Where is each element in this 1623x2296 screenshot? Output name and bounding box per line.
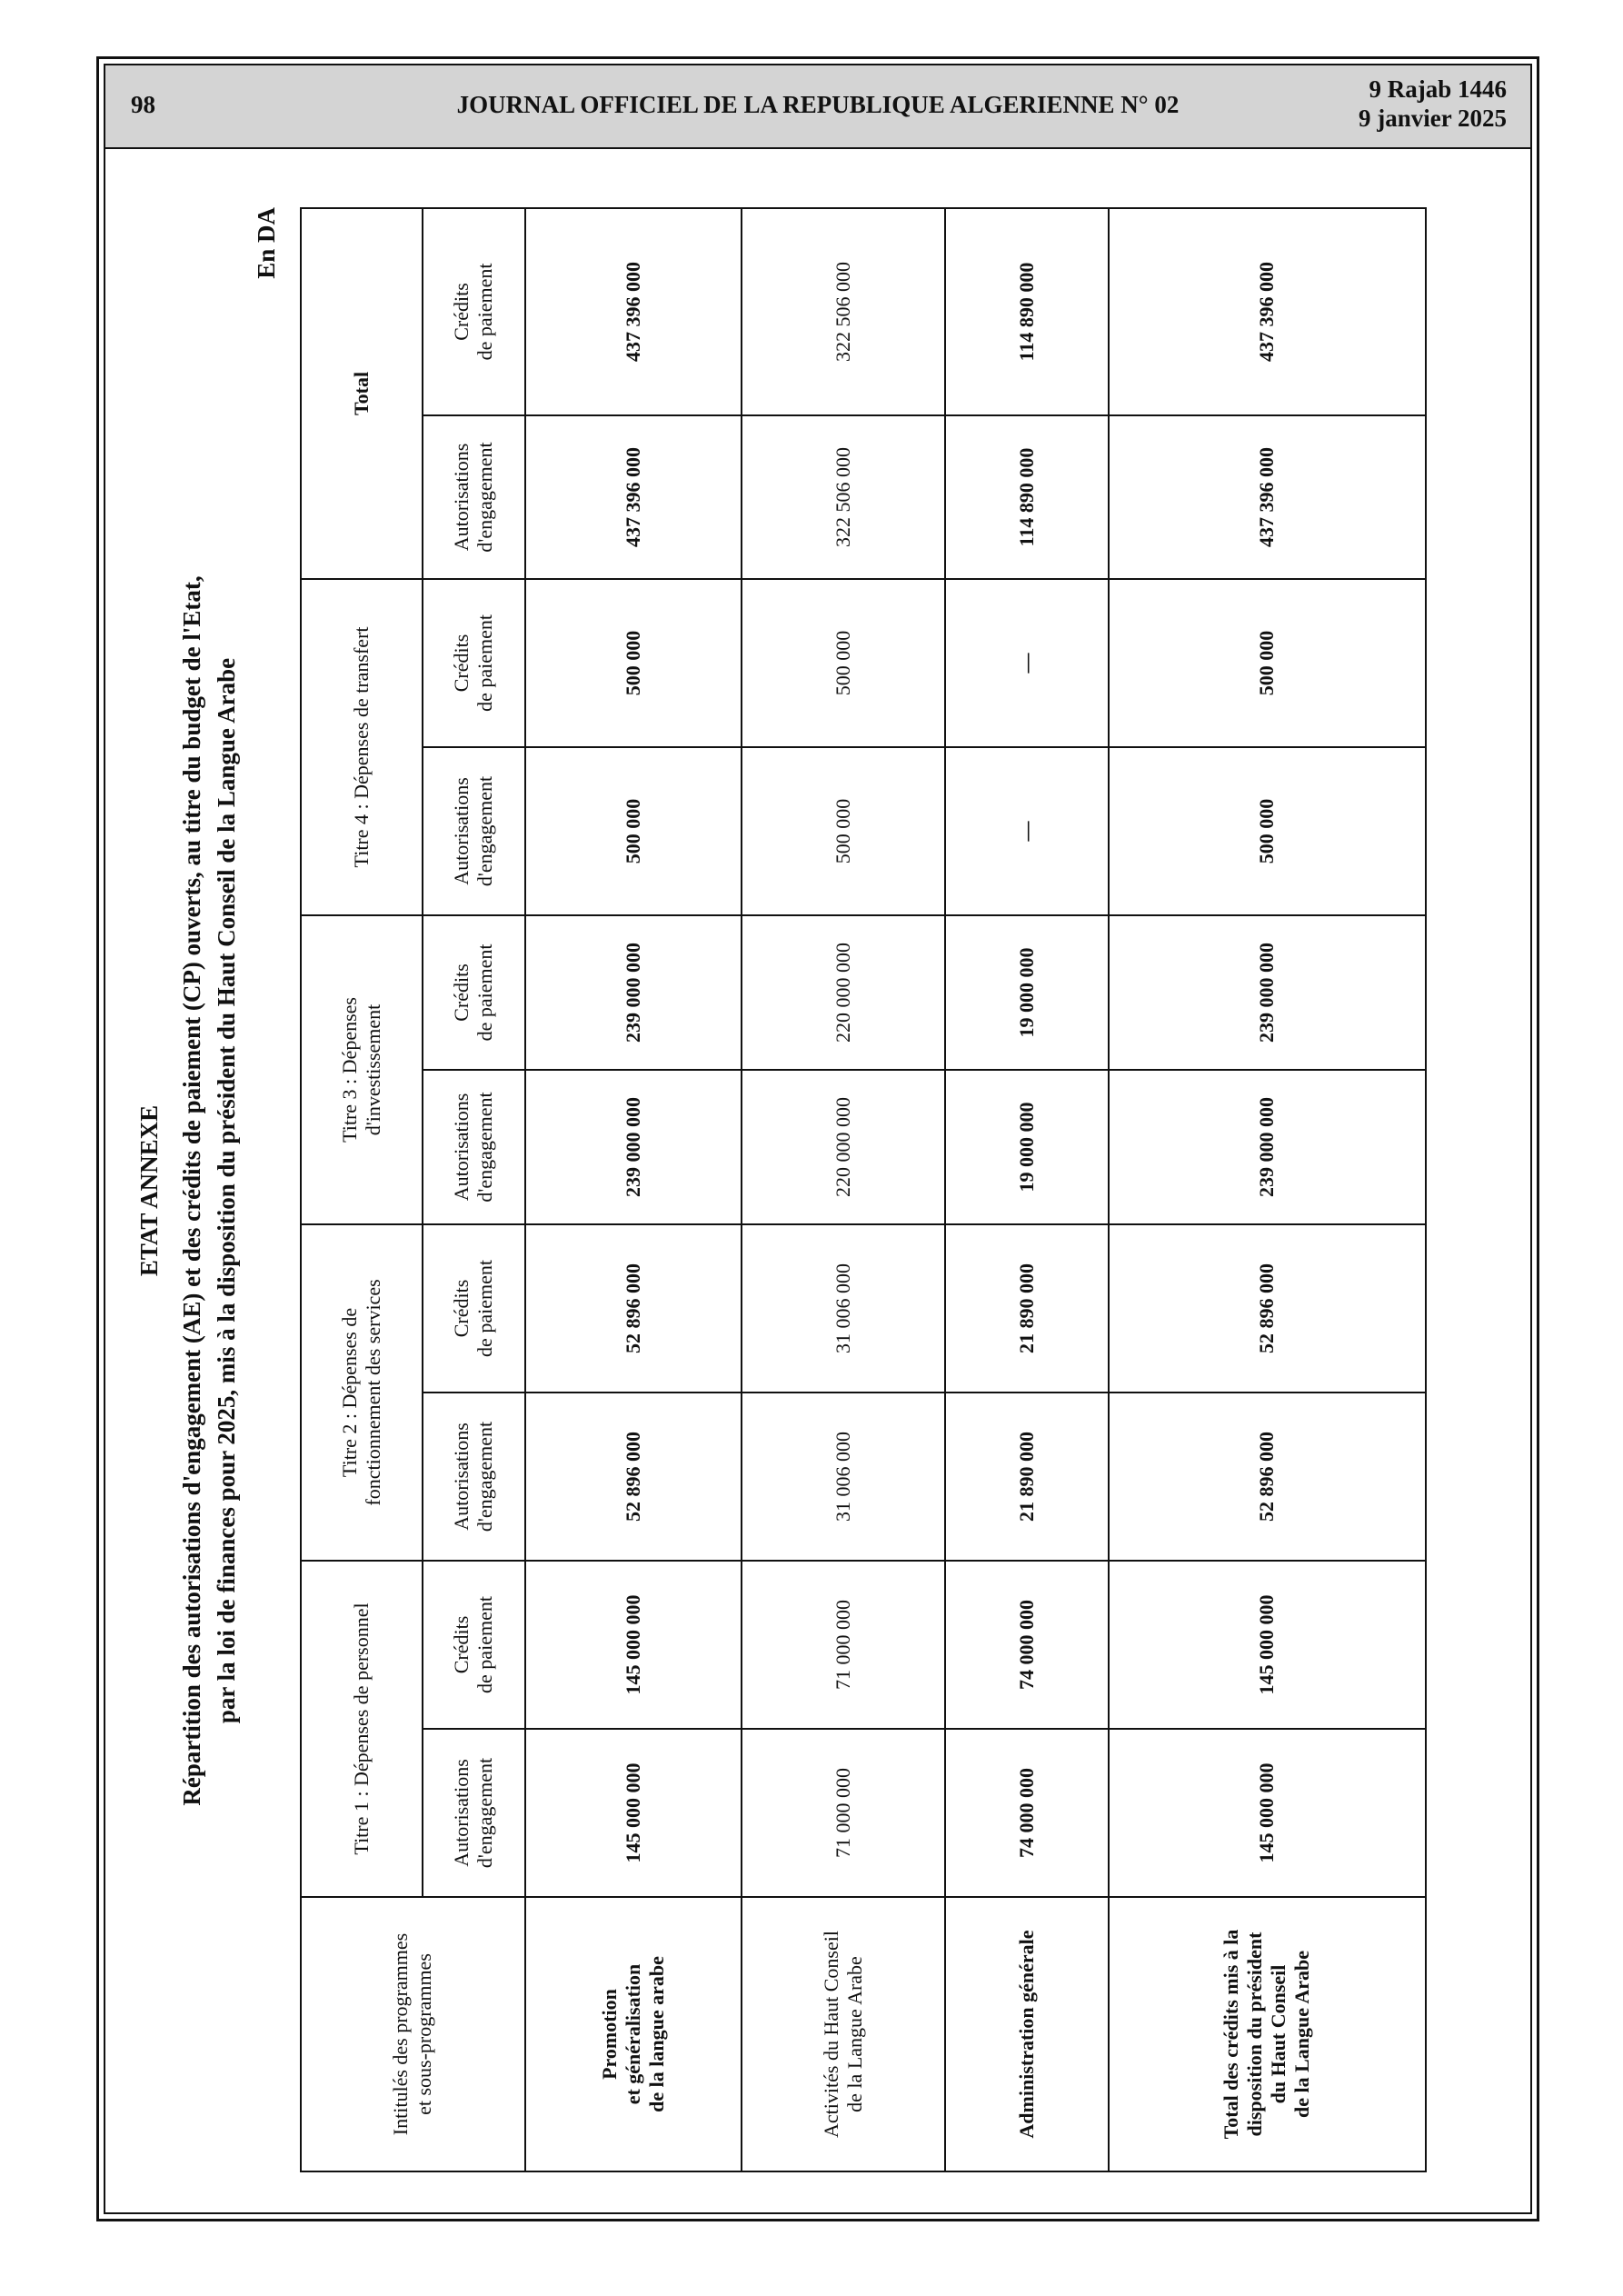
cp-sub-header xyxy=(423,208,525,415)
value-cell: 19 000 000 xyxy=(945,1070,1109,1224)
ae-sub-header xyxy=(423,1070,525,1224)
sub-header-line: d'engagement xyxy=(473,1421,497,1532)
group-header-line: fonctionnement des services xyxy=(361,1279,384,1506)
annex-title: ETAT ANNEXE xyxy=(135,1104,163,1277)
value-cell: 239 000 000 xyxy=(525,915,742,1070)
cp-sub-header xyxy=(423,1561,525,1729)
value-cell: 21 890 000 xyxy=(945,1224,1109,1393)
value-cell: 437 396 000 xyxy=(1109,415,1426,579)
cp-sub-header xyxy=(423,915,525,1070)
annex-subtitle xyxy=(174,191,244,2191)
value-cell: 500 000 xyxy=(525,579,742,747)
program-column-header xyxy=(301,1897,525,2171)
row-label xyxy=(525,1897,742,2171)
group-header xyxy=(301,915,423,1224)
value-cell: — xyxy=(945,747,1109,915)
value-cell: 31 006 000 xyxy=(742,1393,945,1561)
group-header-line: Titre 3 : Dépenses xyxy=(337,997,361,1143)
group-header xyxy=(301,208,423,579)
currency-unit: En DA xyxy=(253,207,280,279)
row-label-line: Total des crédits mis à la xyxy=(1220,1929,1243,2140)
cp-sub-header xyxy=(423,579,525,747)
row-label-line: de la Langue Arabe xyxy=(1290,1951,1314,2118)
ae-sub-header xyxy=(423,1393,525,1561)
value-cell: 74 000 000 xyxy=(945,1561,1109,1729)
value-cell: 74 000 000 xyxy=(945,1729,1109,1897)
sub-header-line: Autorisations xyxy=(450,1093,473,1202)
value-cell: 145 000 000 xyxy=(1109,1561,1426,1729)
row-label-line: du Haut Conseil xyxy=(1267,1964,1290,2104)
value-cell: 239 000 000 xyxy=(1109,1070,1426,1224)
subtitle-line-2: par la loi de finances pour 2025, mis à la disposition du président du Haut Conseil de la Langue Arabe xyxy=(213,657,240,1724)
value-cell: 31 006 000 xyxy=(742,1224,945,1393)
date-gregorian: 9 janvier 2025 xyxy=(1359,105,1507,132)
value-cell: 500 000 xyxy=(525,747,742,915)
value-cell: — xyxy=(945,579,1109,747)
sub-header-line: Crédits xyxy=(450,963,473,1022)
sub-header-line: d'engagement xyxy=(473,442,497,553)
program-header-line: Intitulés des programmes xyxy=(389,1932,413,2136)
group-header xyxy=(301,579,423,915)
sub-header-line: d'engagement xyxy=(473,775,497,887)
sub-header-line: Autorisations xyxy=(450,777,473,885)
value-cell: 145 000 000 xyxy=(525,1561,742,1729)
row-label xyxy=(1109,1897,1426,2171)
sub-header-line: Crédits xyxy=(450,634,473,693)
ae-sub-header xyxy=(423,1729,525,1897)
sub-header-line: de paiement xyxy=(473,1260,497,1357)
value-cell: 114 890 000 xyxy=(945,415,1109,579)
sub-header-line: de paiement xyxy=(473,943,497,1042)
group-header xyxy=(301,1561,423,1897)
sub-header-line: Autorisations xyxy=(450,443,473,552)
value-cell: 114 890 000 xyxy=(945,208,1109,415)
group-header-row xyxy=(301,208,423,2171)
value-cell: 145 000 000 xyxy=(525,1729,742,1897)
group-header-line: Total xyxy=(349,371,373,416)
row-label-line: de la langue arabe xyxy=(644,1956,668,2112)
sub-header-line: d'engagement xyxy=(473,1757,497,1869)
ae-sub-header xyxy=(423,415,525,579)
value-cell: 500 000 xyxy=(742,747,945,915)
value-cell: 19 000 000 xyxy=(945,915,1109,1070)
value-cell: 220 000 000 xyxy=(742,1070,945,1224)
group-header xyxy=(301,1224,423,1561)
value-cell: 322 506 000 xyxy=(742,208,945,415)
journal-title: JOURNAL OFFICIEL DE LA REPUBLIQUE ALGERIENNE N° 02 xyxy=(456,91,1180,118)
group-header-line: Titre 1 : Dépenses de personnel xyxy=(349,1602,373,1855)
rotated-annex xyxy=(132,191,1386,2191)
value-cell: 500 000 xyxy=(1109,579,1426,747)
value-cell: 220 000 000 xyxy=(742,915,945,1070)
row-label xyxy=(742,1897,945,2171)
value-cell: 500 000 xyxy=(1109,747,1426,915)
row-label-line: Activités du Haut Conseil xyxy=(820,1931,843,2138)
value-cell: 52 896 000 xyxy=(525,1393,742,1561)
row-label xyxy=(945,1897,1109,2171)
header-date xyxy=(1359,75,1507,133)
value-cell: 500 000 xyxy=(742,579,945,747)
page-header xyxy=(105,65,1530,149)
sub-header-line: de paiement xyxy=(473,263,497,361)
sub-header-row xyxy=(423,208,525,2171)
value-cell: 52 896 000 xyxy=(1109,1224,1426,1393)
value-cell: 437 396 000 xyxy=(1109,208,1426,415)
value-cell: 52 896 000 xyxy=(525,1224,742,1393)
row-label-line: et généralisation xyxy=(621,1963,644,2105)
sub-header-line: de paiement xyxy=(473,614,497,712)
table-row xyxy=(742,208,945,2171)
row-label-line: de la Langue Arabe xyxy=(843,1956,867,2112)
sub-header-line: Crédits xyxy=(450,1279,473,1338)
cp-sub-header xyxy=(423,1224,525,1393)
group-header-line: Titre 4 : Dépenses de transfert xyxy=(349,626,373,868)
table-row xyxy=(945,208,1109,2171)
ae-sub-header xyxy=(423,747,525,915)
value-cell: 437 396 000 xyxy=(525,208,742,415)
date-hijri: 9 Rajab 1446 xyxy=(1369,75,1507,103)
budget-table xyxy=(300,207,1427,2172)
page-number: 98 xyxy=(131,91,155,118)
sub-header-line: de paiement xyxy=(473,1596,497,1693)
row-label-line: Administration générale xyxy=(1014,1930,1038,2139)
sub-header-line: Crédits xyxy=(450,283,473,341)
sub-header-line: d'engagement xyxy=(473,1092,497,1203)
row-label-line: disposition du président xyxy=(1243,1932,1267,2137)
value-cell: 145 000 000 xyxy=(1109,1729,1426,1897)
value-cell: 71 000 000 xyxy=(742,1729,945,1897)
value-cell: 21 890 000 xyxy=(945,1393,1109,1561)
value-cell: 437 396 000 xyxy=(525,415,742,579)
value-cell: 71 000 000 xyxy=(742,1561,945,1729)
group-header-line: Titre 2 : Dépenses de xyxy=(337,1307,361,1478)
table-row xyxy=(1109,208,1426,2171)
table-row xyxy=(525,208,742,2171)
value-cell: 239 000 000 xyxy=(1109,915,1426,1070)
sub-header-line: Autorisations xyxy=(450,1759,473,1867)
value-cell: 239 000 000 xyxy=(525,1070,742,1224)
row-label-line: Promotion xyxy=(597,1989,621,2080)
program-header-line: et sous-programmes xyxy=(413,1953,436,2115)
subtitle-line-1: Répartition des autorisations d'engagement (AE) et des crédits de paiement (CP) ouverts, au titre du budget de l'Etat, xyxy=(178,575,205,1806)
sub-header-line: Autorisations xyxy=(450,1423,473,1531)
group-header-line: d'investissement xyxy=(361,1003,384,1136)
value-cell: 52 896 000 xyxy=(1109,1393,1426,1561)
value-cell: 322 506 000 xyxy=(742,415,945,579)
sub-header-line: Crédits xyxy=(450,1615,473,1674)
